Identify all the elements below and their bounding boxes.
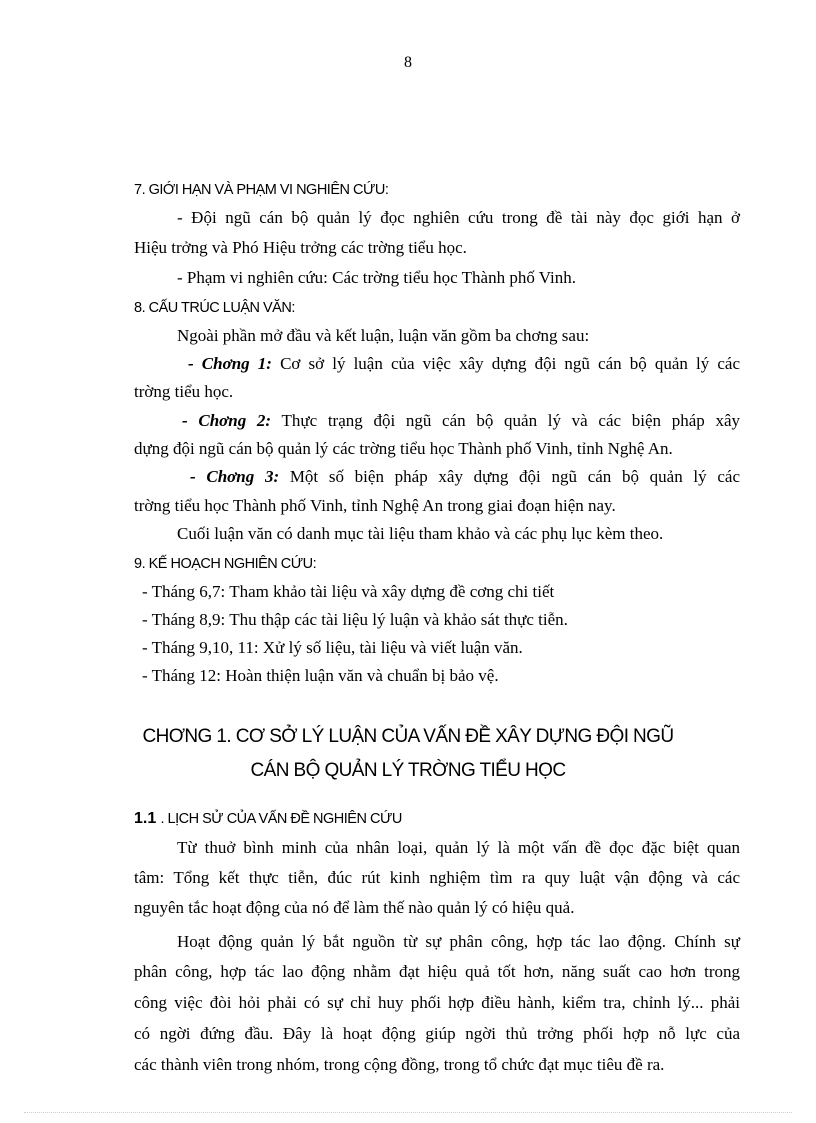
chapter-2-text: Thực trạng đội ngũ cán bộ quản lý và các biện pháp xây xyxy=(281,411,740,430)
chapter-3-text: Một số biện pháp xây dựng đội ngũ cán bộ quản lý các xyxy=(289,467,740,486)
chapter-1-text: Cơ sở lý luận của việc xây dựng đội ngũ cán bộ quản lý các xyxy=(280,354,741,373)
section-9-heading: 9. KẾ HOẠCH NGHIÊN CỨU: xyxy=(134,556,317,572)
chapter-2-summary xyxy=(182,411,740,431)
section-7-heading: 7. GIỚI HẠN VÀ PHẠM VI NGHIÊN CỨU: xyxy=(134,182,389,198)
paragraph-1-line: Từ thuở bình minh của nhân loại, quản lý là một vấn đề đọc đặc biệt quan xyxy=(177,838,740,857)
plan-item: - Tháng 9,10, 11: Xử lý số liệu, tài liệu và viết luận văn. xyxy=(142,638,523,657)
section-1-1-heading xyxy=(134,808,402,829)
chapter-3-continuation: trờng tiểu học Thành phố Vinh, tỉnh Nghệ An trong giai đoạn hiện nay. xyxy=(134,496,616,515)
plan-item: - Tháng 8,9: Thu thập các tài liệu lý luận và khảo sát thực tiễn. xyxy=(142,610,568,629)
paragraph-2-line: các thành viên trong nhóm, trong cộng đồng, trong tổ chức đạt mục tiêu đề ra. xyxy=(134,1055,665,1074)
plan-item: - Tháng 12: Hoàn thiện luận văn và chuẩn bị bảo vệ. xyxy=(142,666,499,685)
chapter-2-continuation: dựng đội ngũ cán bộ quản lý các trờng tiểu học Thành phố Vinh, tỉnh Nghệ An. xyxy=(134,439,673,458)
section-8-intro: Ngoài phần mở đầu và kết luận, luận văn gồm ba chơng sau: xyxy=(177,326,590,345)
section-7-line-1: - Đội ngũ cán bộ quản lý đọc nghiên cứu trong đề tài này đọc giới hạn ở xyxy=(177,208,740,227)
section-1-1-title: . LỊCH SỬ CỦA VẤN ĐỀ NGHIÊN CỨU xyxy=(160,811,402,827)
chapter-1-label: - Chơng 1: xyxy=(188,354,272,373)
paragraph-1-line: tâm: Tổng kết thực tiễn, đúc rút kinh nghiệm tìm ra quy luật vận động và các xyxy=(134,868,740,887)
chapter-1-continuation: trờng tiểu học. xyxy=(134,382,234,401)
section-7-line-2: Hiệu trởng và Phó Hiệu trởng các trờng tiểu học. xyxy=(134,238,467,257)
section-1-1-number: 1.1 xyxy=(134,810,157,827)
paragraph-1-line: nguyên tắc hoạt động của nó để làm thế nào quản lý có hiệu quả. xyxy=(134,898,575,917)
paragraph-2-line: phân công, hợp tác lao động nhằm đạt hiệu quả tốt hơn, năng suất cao hơn trong xyxy=(134,962,740,981)
chapter-2-label: - Chơng 2: xyxy=(182,411,272,430)
page-bottom-rule xyxy=(24,1112,792,1113)
section-8-closing: Cuối luận văn có danh mục tài liệu tham khảo và các phụ lục kèm theo. xyxy=(177,524,664,543)
plan-item: - Tháng 6,7: Tham khảo tài liệu và xây dựng đề cơng chi tiết xyxy=(142,582,555,601)
chapter-3-summary xyxy=(190,467,740,487)
chapter-title-line-2: CÁN BỘ QUẢN LÝ TRỜNG TIỂU HỌC xyxy=(250,760,566,781)
paragraph-2-line: có ngời đứng đầu. Đây là hoạt động giúp ngời thủ trởng phối hợp nỗ lực của xyxy=(134,1024,740,1043)
page-number: 8 xyxy=(404,54,412,71)
chapter-3-label: - Chơng 3: xyxy=(190,467,280,486)
paragraph-2-line: công việc đòi hỏi phải có sự chỉ huy phối hợp điều hành, kiểm tra, chỉnh lý... phải xyxy=(134,993,740,1012)
chapter-1-summary xyxy=(188,354,740,374)
section-8-heading: 8. CẤU TRÚC LUẬN VĂN: xyxy=(134,300,295,316)
paragraph-2-line: Hoạt động quản lý bắt nguồn từ sự phân công, hợp tác lao động. Chính sự xyxy=(177,932,740,951)
section-7-line-3: - Phạm vi nghiên cứu: Các trờng tiểu học Thành phố Vinh. xyxy=(177,268,576,287)
chapter-title-line-1: CHƠNG 1. CƠ SỞ LÝ LUẬN CỦA VẤN ĐỀ XÂY DỰNG ĐỘI NGŨ xyxy=(142,726,674,747)
